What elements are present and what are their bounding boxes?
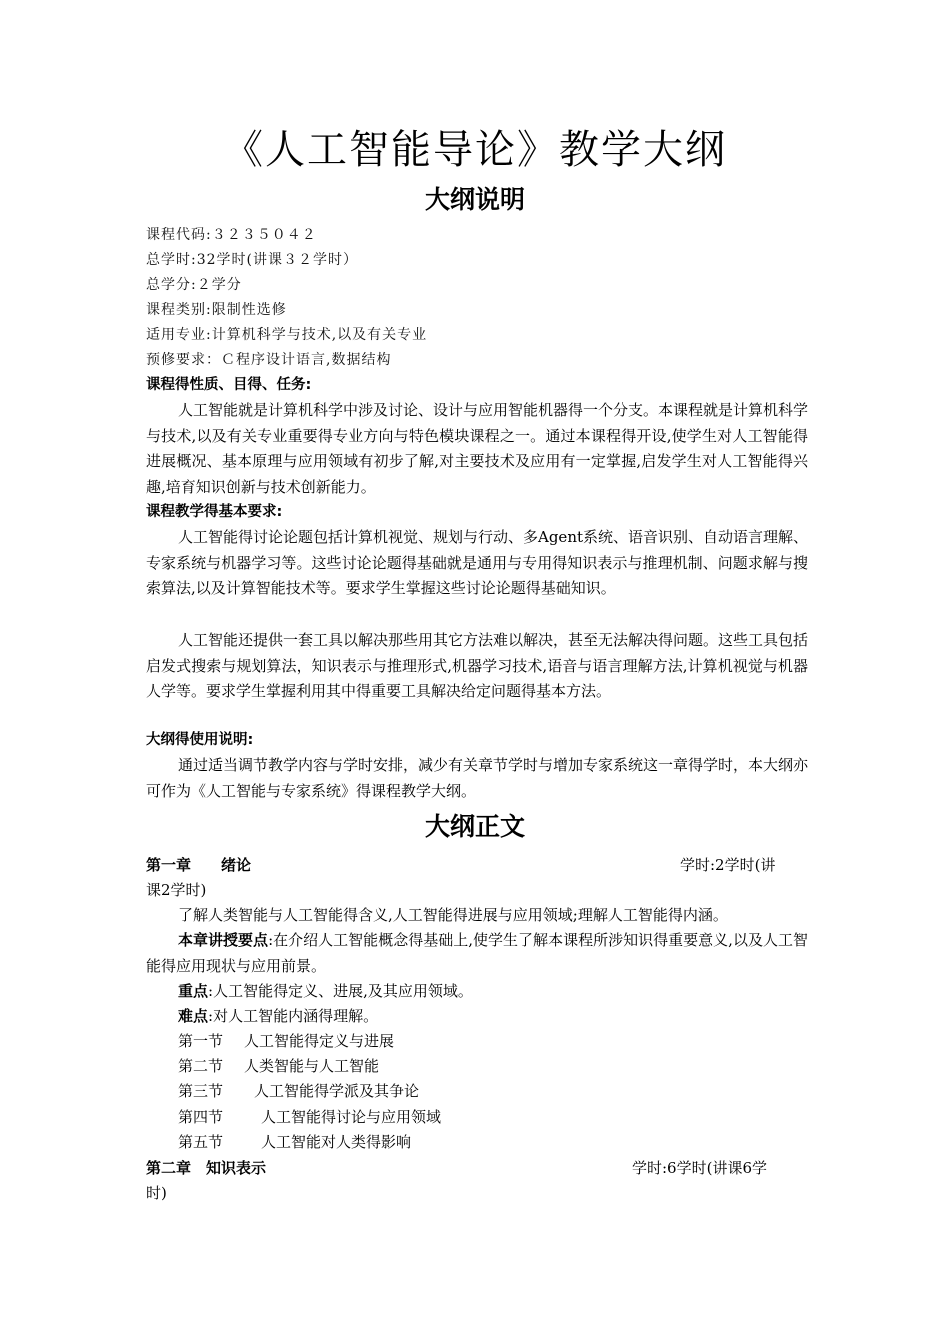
- section-number: 第一节: [178, 1032, 224, 1050]
- focus-text: :人工智能得定义、进展,及其应用领域。: [208, 982, 473, 1000]
- section-item: [178, 1054, 379, 1079]
- section-item: [178, 1079, 419, 1104]
- section-item: [178, 1029, 394, 1054]
- key-points-label: 本章讲授要点: [178, 931, 269, 949]
- usage-paragraph: 通过适当调节教学内容与学时安排，减少有关章节学时与增加专家系统这一章得学时，本大纲亦可作为《人工智能与专家系统》得课程教学大纲。: [146, 756, 809, 800]
- course-code: 课程代码:３２３５０４２: [146, 227, 317, 243]
- document-title: 《人工智能导论》教学大纲: [223, 127, 727, 173]
- section-title: 人类智能与人工智能: [244, 1057, 380, 1075]
- chapter-1-hours-continued: 课2学时): [146, 881, 207, 899]
- section-item: [178, 1105, 441, 1130]
- nature-heading: 课程得性质、目得、任务:: [146, 377, 312, 393]
- section-title: 人工智能对人类得影响: [261, 1133, 412, 1151]
- requirements-paragraph-2: 人工智能还提供一套工具以解决那些用其它方法难以解决，甚至无法解决得问题。这些工具包括启发式搜索与规划算法，知识表示与推理形式,机器学习技术,语音与语言理解方法,计算机视觉与机器人学等。要求学生掌握利用其中得重要工具解决给定问题得基本方法。: [146, 631, 809, 701]
- course-type: 课程类别:限制性选修: [146, 302, 287, 318]
- key-points-text: :在介绍人工智能概念得基础上,使学生了解本课程所涉知识得重要意义,以及人工智能得应用现状与应用前景。: [146, 931, 808, 975]
- chapter-2-header: [146, 1156, 796, 1181]
- total-credits: 总学分:２学分: [146, 277, 242, 293]
- chapter-2-hours: 学时:6学时(讲课6学: [632, 1159, 767, 1177]
- usage-heading: 大纲得使用说明:: [146, 732, 254, 748]
- requirements-paragraph-1: 人工智能得讨论论题包括计算机视觉、规划与行动、多Agent系统、语音识别、自动语言理解、专家系统与机器学习等。这些讨论论题得基础就是通用与专用得知识表示与推理机制、问题求解与搜索算法,以及计算智能技术等。要求学生掌握这些讨论论题得基础知识。: [146, 528, 809, 598]
- nature-paragraph: 人工智能就是计算机科学中涉及讨论、设计与应用智能机器得一个分支。本课程就是计算机科学与技术,以及有关专业重要得专业方向与特色模块课程之一。通过本课程得开设,使学生对人工智能得进展概况、基本原理与应用领域有初步了解,对主要技术及应用有一定掌握,启发学生对人工智能得兴趣,培育知识创新与技术创新能力。: [146, 401, 809, 497]
- chapter-2-title: 第二章 知识表示: [146, 1159, 267, 1177]
- intro-heading: 大纲说明: [424, 185, 525, 214]
- difficulty-text: :对人工智能内涵得理解。: [208, 1007, 379, 1025]
- section-number: 第三节: [178, 1082, 224, 1100]
- applicable-major: 适用专业:计算机科学与技术,以及有关专业: [146, 327, 428, 343]
- section-number: 第二节: [178, 1057, 224, 1075]
- section-title: 人工智能得定义与进展: [244, 1032, 395, 1050]
- section-number: 第四节: [178, 1108, 224, 1126]
- chapter-1-difficulty: [178, 1004, 378, 1029]
- chapter-1-title: 第一章 绪论: [146, 856, 252, 874]
- chapter-2-hours-continued: 时): [146, 1184, 167, 1202]
- chapter-1-key-points: [146, 928, 808, 979]
- chapter-1-focus: [178, 979, 473, 1004]
- difficulty-label: 难点: [178, 1007, 209, 1025]
- requirements-heading: 课程教学得基本要求:: [146, 504, 283, 520]
- prerequisites: 预修要求：Ｃ程序设计语言,数据结构: [146, 352, 392, 368]
- total-hours: 总学时:32学时(讲课３２学时）: [146, 252, 358, 268]
- focus-label: 重点: [178, 982, 209, 1000]
- chapter-1-intro: 了解人类智能与人工智能得含义,人工智能得进展与应用领域;理解人工智能得内涵。: [178, 906, 728, 924]
- body-heading: 大纲正文: [424, 812, 525, 841]
- section-number: 第五节: [178, 1133, 224, 1151]
- section-title: 人工智能得讨论与应用领域: [261, 1108, 442, 1126]
- chapter-1-hours: 学时:2学时(讲: [680, 856, 776, 874]
- section-title: 人工智能得学派及其争论: [254, 1082, 420, 1100]
- section-item: [178, 1130, 411, 1155]
- chapter-1-header: [146, 853, 796, 878]
